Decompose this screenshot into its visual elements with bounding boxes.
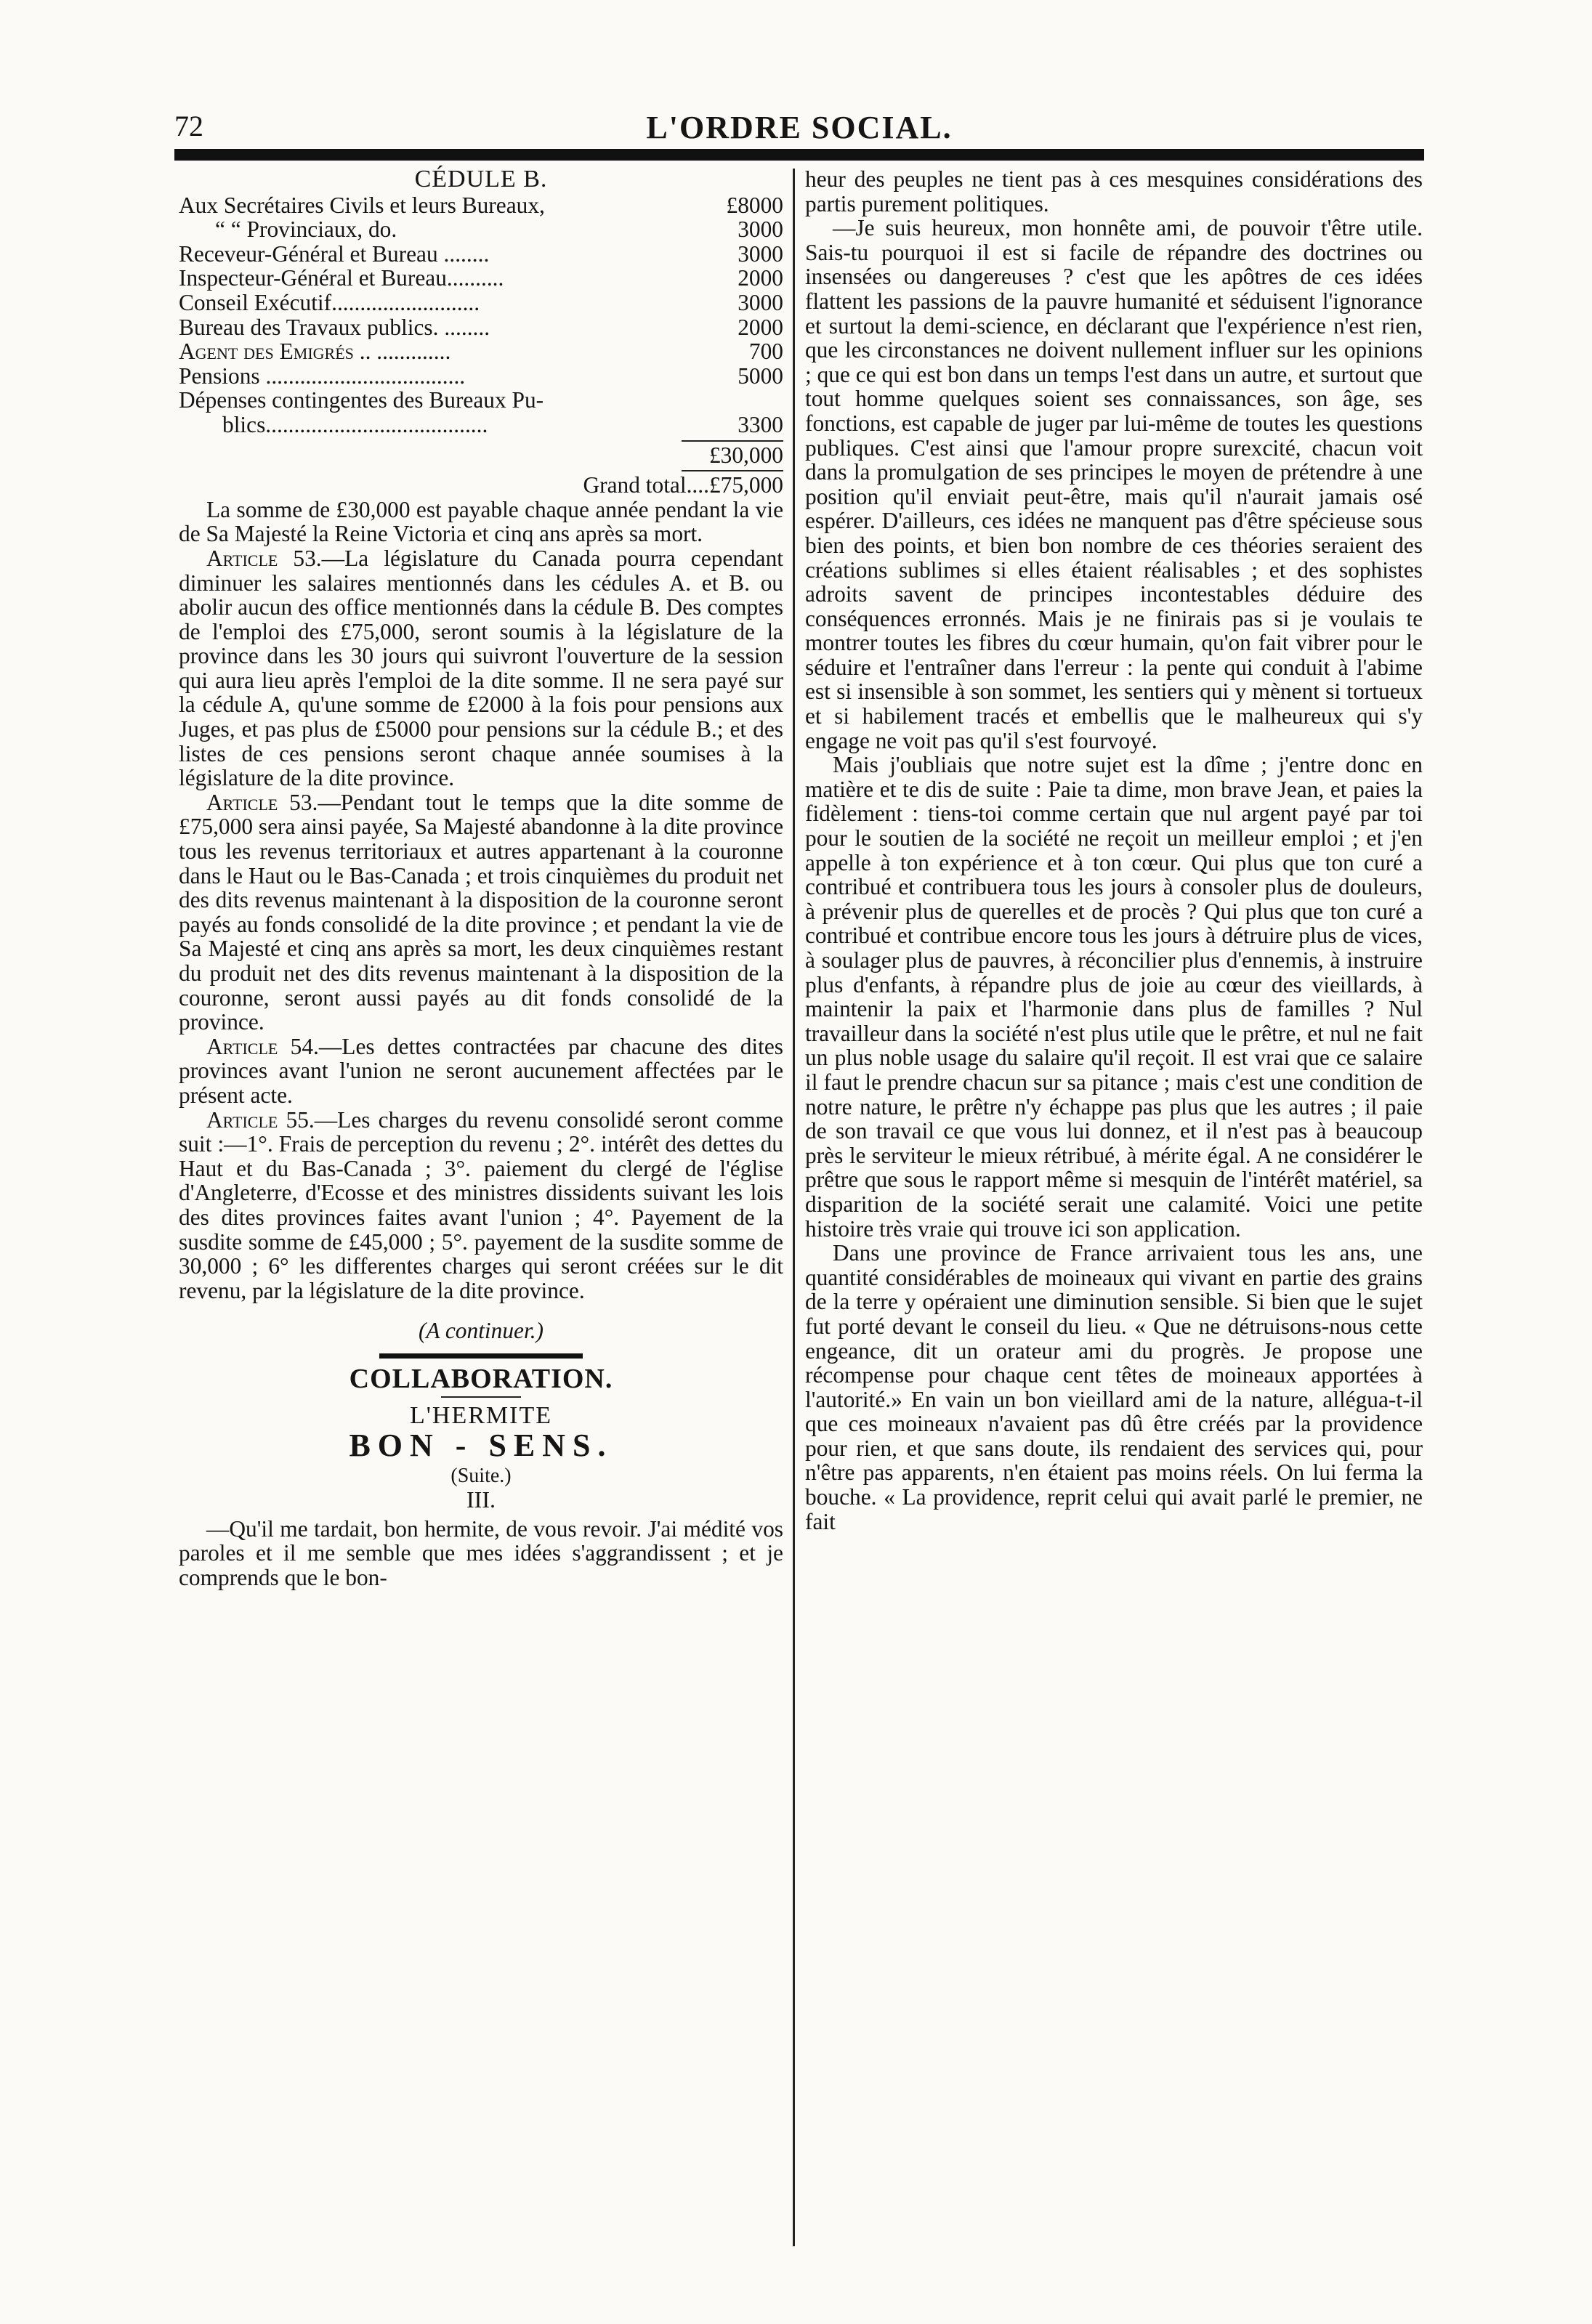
total-rule: [682, 470, 783, 471]
cedule-row: Bureau des Travaux publics. ........ 2000: [179, 314, 783, 340]
cedule-row: Conseil Exécutif.......................... 3000: [179, 289, 783, 315]
article-title: L'HERMITE: [410, 1401, 552, 1429]
cedule-row: Dépenses contingentes des Bureaux Pu-: [179, 388, 544, 413]
paragraph: —Je suis heureux, mon honnête ami, de pouvoir t'être utile. Sais-tu pourquoi il est si facile de répandre des doctrines ou insensées ou dangereuses ? c'est que les apôtres de ces idées flattent les passions de la pauvre humanité et séduisent l'ignorance et surtout la demi-science, en déclarant que l'expérience n'est rien, que les circonstances ne doivent nullement influer sur les opinions ; que ce qui est bon dans un temps l'est dans un autre, et surtout que tout homme quelques soient ses connaissances, son âge, ses fonctions, est capable de juger par lui-même de toutes les questions publiques. C'est ainsi que l'amour propre surexcité, chacun voit dans la promulgation de ses principes le moyen de prétendre à une position qu'il enviait peut-être, mais qu'il n'aurait jamais osé espérer. D'ailleurs, ces idées ne manquent pas d'être spécieuse sous bien des points, et bien bon nombre de ces théories seraient des créations sublimes si elles étaient réalisables ; et des sophistes adroits savent de principes incontestables déduire des conséquences erronnés. Mais je ne finirais pas si je voulais te montrer toutes les fibres du cœur humain, qu'on fait vibrer pour le séduire et l'entraîner dans l'erreur : la pente qui conduit à l'abime est si insensible à son sommet, les sentiers qui y mènent si tortueux et si habilement tracés et embellis que le malheureux qui s'y engage ne voit pas qu'il s'est fourvoyé.: [805, 215, 1423, 753]
cedule-title: CÉDULE B.: [414, 166, 548, 193]
cedule-row: “ “ Provinciaux, do. 3000: [215, 216, 783, 243]
page-number: 72: [174, 110, 203, 142]
article-53-bis: Article 53.—Pendant tout le temps que la dite somme de £75,000 sera ainsi payée, Sa Majesté abandonne à la dite province tous les revenus territoriaux et autres appartenant à la couronne dans le Haut ou le Bas-Canada ; et trois cinquièmes du produit net des dits revenus maintenant à la disposition de la couronne seront payés au fonds consolidé de la dite province ; et pendant la vie de Sa Majesté et cinq ans après sa mort, les deux cinquièmes restant du produit net des dits revenus maintenant à la disposition de la couronne, seront aussi payés au dit fonds consolidé de la province.: [179, 789, 783, 1035]
cedule-row: Agent des Emigrés .. ............. 700: [179, 339, 783, 365]
section-subrule: [441, 1396, 521, 1398]
article-53: Article 53.—La législature du Canada pourra cependant diminuer les salaires mentionnés dans les cédules A. et B. ou abolir aucun des office mentionnés dans la cédule B. Des comptes de l'emploi des £75,000, seront soumis à la législature de la province dans les 30 jours qui suivront l'ouverture de la session qui aura lieu après l'emploi de la dite somme. Il ne sera payé sur la cédule A, qu'une somme de £2000 à la fois pour pensions aux Juges, et pas plus de £5000 pour pensions sur la cédule B.; et des listes de ces pensions seront chaque année soumises à la législature de la dite province.: [179, 545, 783, 791]
cedule-row: blics....................................... 3300: [222, 411, 783, 437]
cedule-row: Receveur-Général et Bureau ........ 3000: [179, 240, 783, 267]
cedule-table: [179, 193, 783, 437]
to-be-continued: (A continuer.): [418, 1318, 544, 1344]
grand-total: Grand total....£75,000: [583, 472, 783, 498]
paragraph: Mais j'oubliais que notre sujet est la dîme ; j'entre donc en matière et te dis de suite : Paie ta dime, mon brave Jean, et paies la fidèlement : tiens-toi comme certain que nul argent payé par toi pour le soutien de la société ne reçoit un meilleur emploi ; et j'en appelle à ton expérience et à ton cœur. Qui plus que ton curé a contribué et contribuera tous les jours à consoler plus de douleurs, à prévenir plus de querelles et de procès ? Qui plus que ton curé a contribué et contribue encore tous les jours à détruire plus de vices, à soulager plus de pauvres, à réconcilier plus d'ennemis, à instruire plus d'enfants, à répandre plus de joie au cœur des vieillards, à maintenir la paix et l'harmonie dans plus de familles ? Nul travailleur dans la société n'est plus utile que le prêtre, et nul ne fait un plus noble usage du salaire qu'il reçoit. Il est vrai que ce salaire il faut le prendre chacun sur sa pitance ; mais c'est une condition de notre nature, le prêtre n'y échappe pas plus que les autres ; il paie de son travail ce que vous lui donnez, et il n'est pas à beaucoup près le serviteur le mieux rétribué, à mérite égal. A ne considérer le prêtre que sous le rapport même si mesquin de l'intérêt matériel, sa disparition de la société serait une calamité. Voici une petite histoire très vraie qui trouve ici son application.: [805, 752, 1423, 1242]
article-55: Article 55.—Les charges du revenu consolidé seront comme suit :—1°. Frais de perception du revenu ; 2°. intérêt des dettes du Haut et du Bas-Canada ; 3°. paiement du clergé de l'église d'Angleterre, d'Ecosse et des ministres dissidents suivant les lois des dites provinces faites avant l'union ; 4°. Payement de la susdite somme de £45,000 ; 5°. payement de la susdite somme de 30,000 ; 6° les differentes charges qui seront créées sur le dit revenu, par la législature de la dite province.: [179, 1106, 783, 1303]
journal-title: L'ORDRE SOCIAL.: [646, 110, 953, 145]
suite-label: (Suite.): [450, 1464, 512, 1487]
cedule-row: Aux Secrétaires Civils et leurs Bureaux, £8000: [179, 192, 783, 218]
cedule-row: Pensions ................................... 5000: [179, 363, 783, 389]
header-rule: [174, 149, 1424, 161]
subtotal-rule: [682, 440, 783, 442]
article-54: Article 54.—Les dettes contractées par chacune des dites provinces avant l'union ne seront aucunement affectées par le présent acte.: [179, 1033, 783, 1108]
column-divider: [793, 169, 795, 2246]
section-heading: COLLABORATION.: [349, 1363, 613, 1394]
right-column: [805, 167, 1423, 1534]
page-header: [174, 109, 1424, 145]
section-rule: [379, 1353, 583, 1359]
paragraph: —Qu'il me tardait, bon hermite, de vous revoir. J'ai médité vos paroles et il me semble que mes idées s'aggrandissent ; et je comprends que le bon-: [179, 1515, 783, 1591]
paragraph: La somme de £30,000 est payable chaque année pendant la vie de Sa Majesté la Reine Victoria et cinq ans après sa mort.: [179, 496, 783, 547]
chapter-number: III.: [466, 1486, 496, 1513]
left-column: [179, 167, 783, 1590]
paragraph: Dans une province de France arrivaient tous les ans, une quantité considérables de moineaux qui vivant en partie des grains de la terre y opéraient une diminution sensible. Si bien que le sujet fut porté devant le conseil du lieu. « Que ne détruisons-nous cette engeance, dit un orateur ami du progrès. Je propose une récompense pour chaque cent têtes de moineaux apportées à l'autorité.» En vain un bon vieillard ami de la nature, allégua-t-il que ces moineaux n'avaient pas dû être créés par la providence pour rien, et que sans doute, ils rendaient des services qui, pour n'être pas apparents, n'en étaient pas moins réels. On lui ferma la bouche. « La providence, reprit celui qui avait parlé le premier, ne fait: [805, 1240, 1423, 1534]
cedule-row: Inspecteur-Général et Bureau.......... 2000: [179, 265, 783, 291]
subtotal: £30,000: [708, 442, 783, 468]
ornamental-title: BON - SENS.: [349, 1428, 613, 1464]
paragraph: heur des peuples ne tient pas à ces mesquines considérations des partis purement politiques.: [805, 166, 1423, 216]
